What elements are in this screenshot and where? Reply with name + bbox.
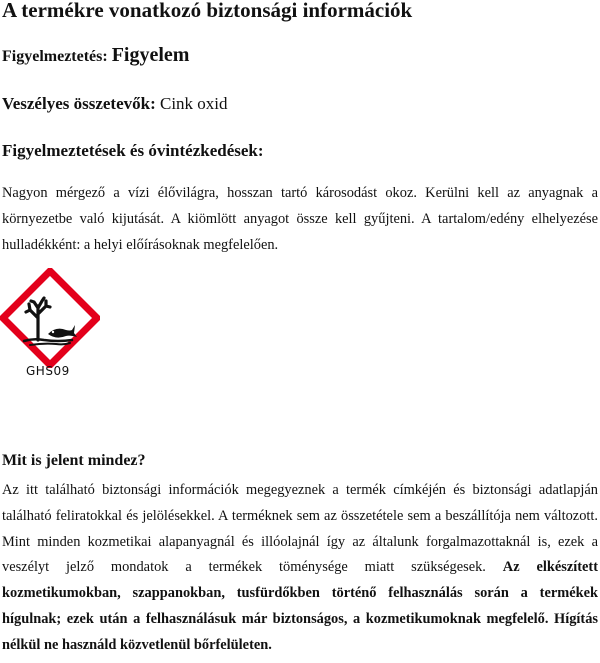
- signal-word-label: Figyelmeztetés:: [2, 48, 108, 65]
- hazardous-ingredients-line: [2, 94, 228, 114]
- precautions-heading: Figyelmeztetések és óvintézkedések:: [2, 141, 264, 160]
- signal-word-value: Figyelem: [111, 44, 190, 66]
- ghs-code-label: GHS09: [26, 364, 70, 378]
- meaning-text: [2, 478, 598, 659]
- page-title: A termékre vonatkozó biztonsági információk: [2, 0, 413, 22]
- meaning-text-plain: Az itt található biztonsági információk megegyeznek a termék címkéjén és biztonsági adatlapján található feliratokkal és jelölésekkel. A terméknek sem az összetétele sem a beszállítója nem változott. Mint minden kozmetikai alapanyagnál és illóolajnál így az általunk forgalmazottaknál is, ezek a veszélyt jelző mondatok a termékek töménysége miatt szükségesek.: [2, 482, 598, 576]
- hazardous-ingredients-value: Cink oxid: [160, 94, 228, 113]
- ghs09-environment-icon: [0, 268, 100, 368]
- hazardous-ingredients-label: Veszélyes összetevők:: [2, 94, 156, 113]
- signal-word-line: [2, 44, 189, 67]
- meaning-heading: Mit is jelent mindez?: [2, 452, 146, 469]
- precautions-text: Nagyon mérgező a vízi élővilágra, hosszan tartó károsodást okoz. Kerülni kell az anyagnak a környezetbe való kijutását. A kiömlött anyagot össze kell gyűjteni. A tartalom/edény elhelyezése hulladékként: a helyi előírásoknak megfelelően.: [2, 185, 598, 253]
- meaning-text-bold: Az elkészített kozmetikumokban, szappanokban, tusfürdőkben történő felhasználás során a termékek hígulnak; ezek után a felhasználásuk már biztonságos, a kozmetikumoknak megfelelő. Hígítás nélkül ne használd közvetlenül bőrfelületen.: [2, 559, 598, 653]
